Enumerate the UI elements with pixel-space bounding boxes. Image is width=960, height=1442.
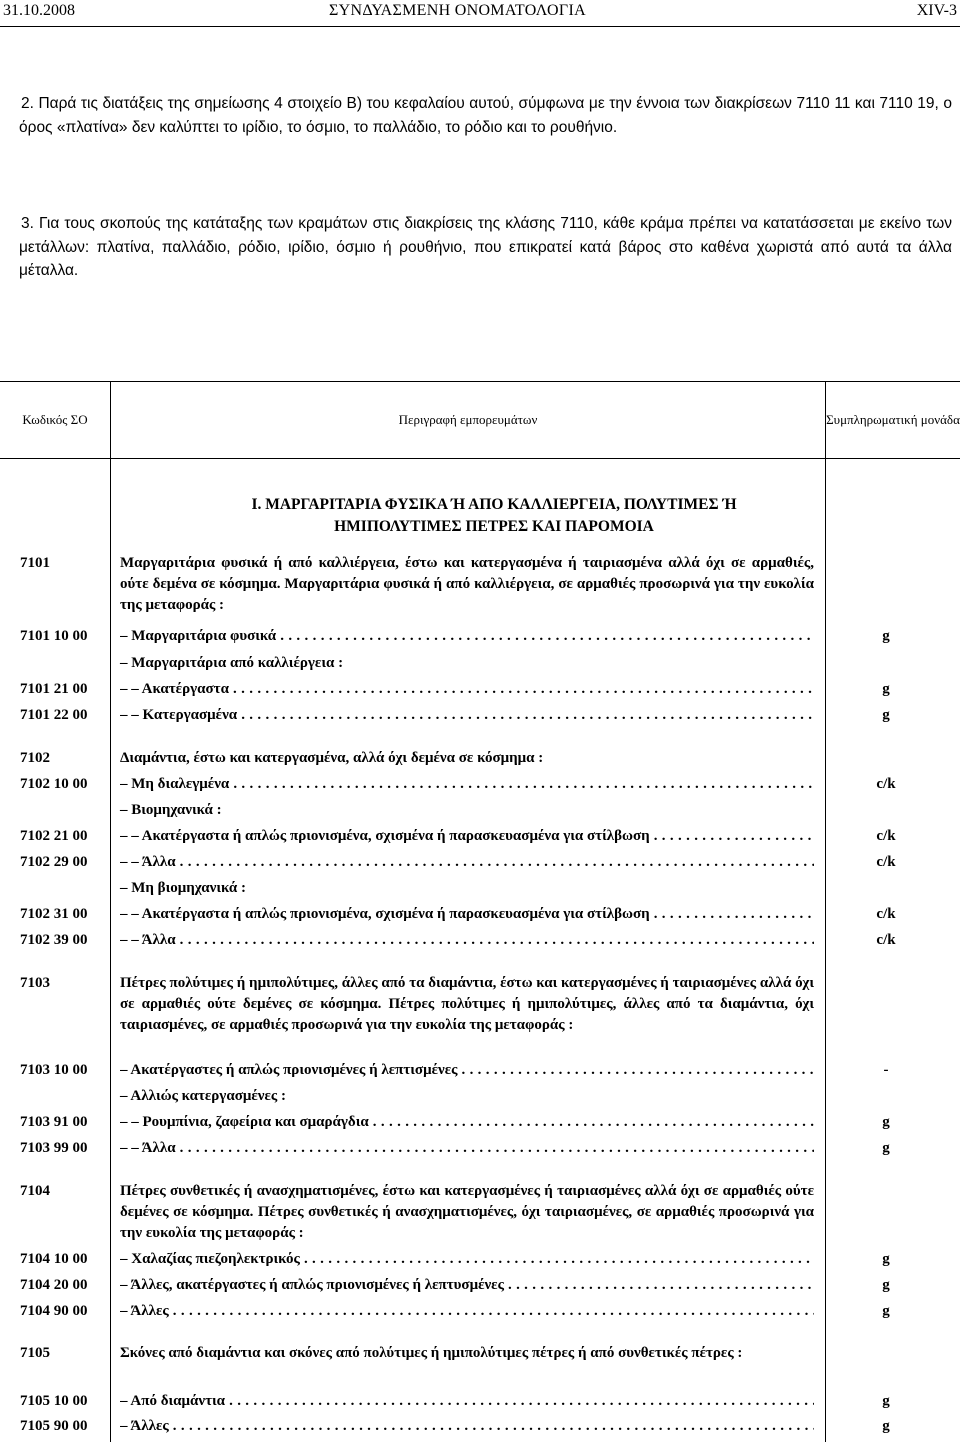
supplementary-unit: g <box>882 1303 890 1319</box>
supplementary-unit: c/k <box>876 828 896 844</box>
cn-code: 7101 21 00 <box>20 681 88 697</box>
goods-description: – Μαργαριτάρια φυσικά . . . <box>120 626 814 647</box>
cn-code: 7102 29 00 <box>20 854 88 870</box>
supplementary-unit: g <box>882 628 890 644</box>
note-2-paragraph: 2. Παρά τις διατάξεις της σημείωσης 4 στοιχείο Β) του κεφαλαίου αυτού, σύμφωνα με την έννοια των διακρίσεων 7110 11 και 7110 19, ο όρος «πλατίνα» δεν καλύπτει το ιρίδιο, το όσμιο, το παλλάδιο, το ρόδιο και το ρουθήνιο. <box>19 95 952 136</box>
cn-code: 7104 10 00 <box>20 1251 88 1267</box>
cn-code: 7105 <box>20 1345 50 1361</box>
goods-description: – Άλλες . . . <box>120 1301 814 1322</box>
cn-code: 7104 <box>20 1183 50 1199</box>
cn-code: 7103 99 00 <box>20 1140 88 1156</box>
cn-code: 7103 91 00 <box>20 1114 88 1130</box>
goods-description: – Μη βιομηχανικά : <box>120 880 246 896</box>
goods-description: – – Ακατέργαστα . . . <box>120 679 814 700</box>
cn-code: 7102 39 00 <box>20 932 88 948</box>
chapter-title: I. ΜΑΡΓΑΡΙΤΑΡΙΑ ΦΥΣΙΚΑ Ή ΑΠΟ ΚΑΛΛΙΕΡΓΕΙΑ, ΠΟΛΥΤΙΜΕΣ Ή ΗΜΙΠΟΛΥΤΙΜΕΣ ΠΕΤΡΕΣ ΚΑΙ ΠΑΡΟΜΟΙΑ <box>251 496 737 535</box>
goods-description: – – Άλλα . . . <box>120 930 814 951</box>
goods-description: – Χαλαζίας πιεζοηλεκτρικός . . . <box>120 1249 814 1270</box>
goods-description: Σκόνες από διαμάντια και σκόνες από πολύτιμες ή ημιπολύτιμες πέτρες ή από συνθετικές πέτρες : <box>120 1345 743 1361</box>
goods-description: – Μη διαλεγμένα . . . <box>120 774 814 795</box>
goods-description: – Άλλες . . . <box>120 1416 814 1437</box>
note-3-paragraph: 3. Για τους σκοπούς της κατάταξης των κραμάτων στις διακρίσεις της κλάσης 7110, κάθε κράμα πρέπει να κατατάσσεται με εκείνο των μετάλλων: πλατίνα, παλλάδιο, ρόδιο, ιρίδιο, όσμιο ή ρουθήνιο, που επικρατεί κατά βάρος στο καθένα χωριστά από αυτά τα άλλα μέταλλα. <box>19 215 952 279</box>
table-header <box>0 381 960 459</box>
header-date: 31.10.2008 <box>3 2 75 19</box>
cn-code: 7103 10 00 <box>20 1062 88 1078</box>
goods-description: – – Άλλα . . . <box>120 1138 814 1159</box>
goods-description: Διαμάντια, έστω και κατεργασμένα, αλλά όχι δεμένα σε κόσμημα : <box>120 750 544 766</box>
cn-code: 7101 <box>20 555 50 571</box>
goods-description: Πέτρες συνθετικές ή ανασχηματισμένες, έστω και κατεργασμένες ή ταιριασμένες αλλά όχι σε αρμαθιές ούτε δεμένες σε κόσμημα. Πέτρες συνθετικές ή ανασχηματισμένες, όχι ταιριασμένες, σε αρμαθιές προσωρινά για την ευκολία της μεταφοράς : <box>120 1183 814 1241</box>
goods-description: – – Ακατέργαστα ή απλώς πριονισμένα, σχισμένα ή παρασκευασμένα για στίλβωση . . . <box>120 826 814 847</box>
supplementary-unit: g <box>882 1251 890 1267</box>
goods-description: – Ακατέργαστες ή απλώς πριονισμένες ή λεπτισμένες . . . <box>120 1060 814 1081</box>
page-header <box>0 0 960 28</box>
supplementary-unit: g <box>882 1140 890 1156</box>
supplementary-unit: g <box>882 1418 890 1434</box>
supplementary-unit: g <box>882 1393 890 1409</box>
cn-code: 7102 <box>20 750 50 766</box>
header-title: ΣΥΝΔΥΑΣΜΕΝΗ ΟΝΟΜΑΤΟΛΟΓΙΑ <box>329 2 586 19</box>
cn-code: 7105 90 00 <box>20 1418 88 1434</box>
goods-description: – Βιομηχανικά : <box>120 802 222 818</box>
cn-code: 7101 22 00 <box>20 707 88 723</box>
supplementary-unit: c/k <box>876 854 896 870</box>
cn-code: 7102 10 00 <box>20 776 88 792</box>
goods-description: – – Ρουμπίνια, ζαφείρια και σμαράγδια . . . <box>120 1112 814 1133</box>
supplementary-unit: c/k <box>876 932 896 948</box>
column-header-description: Περιγραφή εμπορευμάτων <box>398 412 538 427</box>
goods-description: – Αλλιώς κατεργασμένες : <box>120 1088 286 1104</box>
cn-code: 7104 90 00 <box>20 1303 88 1319</box>
goods-description: – Από διαμάντια . . . <box>120 1391 814 1412</box>
cn-code: 7105 10 00 <box>20 1393 88 1409</box>
goods-description: – Μαργαριτάρια από καλλιέργεια : <box>120 655 344 671</box>
supplementary-unit: g <box>882 1114 890 1130</box>
goods-description: – Άλλες, ακατέργαστες ή απλώς πριονισμένες ή λεπτυσμένες . . . <box>120 1275 814 1296</box>
supplementary-unit: - <box>883 1062 889 1078</box>
supplementary-unit: c/k <box>876 906 896 922</box>
column-divider <box>110 458 111 1442</box>
goods-description: Μαργαριτάρια φυσικά ή από καλλιέργεια, έστω και κατεργασμένα ή ταιριασμένα αλλά όχι σε αρμαθιές, ούτε δεμένα σε κόσμημα. Μαργαριτάρια φυσικά ή από καλλιέργεια, σε αρμαθιές προσωρινά για την ευκολία της μεταφοράς : <box>120 555 814 613</box>
supplementary-unit: g <box>882 707 890 723</box>
cn-code: 7102 31 00 <box>20 906 88 922</box>
column-header-unit: Συμπληρωματική μονάδα <box>826 412 960 427</box>
cn-code: 7104 20 00 <box>20 1277 88 1293</box>
cn-code: 7102 21 00 <box>20 828 88 844</box>
supplementary-unit: g <box>882 681 890 697</box>
goods-description: – – Ακατέργαστα ή απλώς πριονισμένα, σχισμένα ή παρασκευασμένα για στίλβωση . . . <box>120 904 814 925</box>
supplementary-unit: g <box>882 1277 890 1293</box>
supplementary-unit: c/k <box>876 776 896 792</box>
goods-description: Πέτρες πολύτιμες ή ημιπολύτιμες, άλλες από τα διαμάντια, έστω και κατεργασμένες ή ταιριασμένες αλλά όχι σε αρμαθιές ούτε δεμένες σε κόσμημα. Πέτρες πολύτιμες ή ημιπολύτιμες, άλλες από τα διαμάντια, όχι ταιριασμένες, σε αρμαθιές προσωρινά για την ευκολία της μεταφοράς : <box>120 975 814 1033</box>
header-rule <box>0 26 960 27</box>
cn-code: 7101 10 00 <box>20 628 88 644</box>
cn-code: 7103 <box>20 975 50 991</box>
goods-description: – – Άλλα . . . <box>120 852 814 873</box>
column-header-code: Κωδικός ΣΟ <box>22 412 88 427</box>
goods-description: – – Κατεργασμένα . . . <box>120 705 814 726</box>
header-page-number: XIV-3 <box>916 2 957 19</box>
